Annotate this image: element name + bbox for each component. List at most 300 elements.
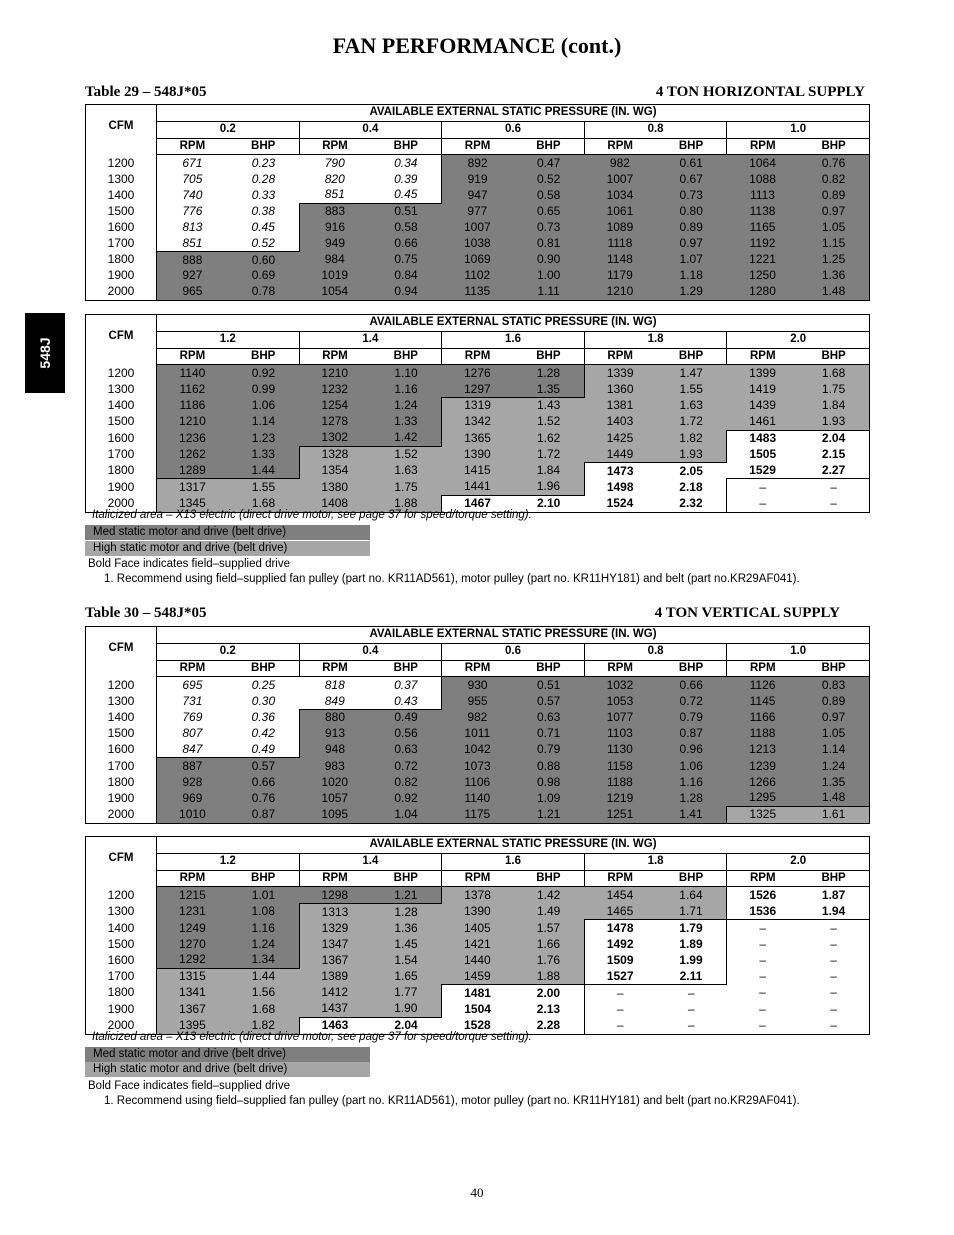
bhp-value: 1.55 [228,479,299,495]
rpm-value: – [759,936,767,951]
rpm-value: – [759,952,767,967]
table-row [86,235,870,251]
bhp-value: – [687,1017,695,1032]
rpm-value: 1010 [157,806,228,823]
rpm-value: 1158 [584,758,655,774]
rpm-value: 851 [182,235,203,250]
bhp-value: 1.63 [656,397,727,413]
cfm-value: 1900 [86,479,157,495]
bhp-value: 1.88 [513,968,584,984]
rpm-value: 1011 [442,726,513,742]
bhp-value: 0.65 [513,203,584,219]
cfm-header: CFM [86,837,157,887]
rpm-value: 818 [324,677,345,692]
rpm-header: RPM [299,348,370,365]
rpm-value: 1405 [442,920,513,936]
rpm-header: RPM [584,660,655,677]
bhp-value: 1.36 [370,920,441,936]
table-row [86,742,870,758]
bhp-header: BHP [370,870,441,887]
rpm-value: 1088 [727,171,798,187]
rpm-value: 1007 [584,171,655,187]
rpm-value: 892 [442,155,513,171]
rpm-value: 883 [299,203,370,219]
bhp-value: 1.28 [656,790,727,806]
bhp-value: 1.82 [228,1017,299,1034]
pressure-header: 0.8 [584,121,727,138]
bhp-value: 1.28 [513,365,584,381]
bhp-value: 0.51 [513,677,584,693]
bhp-value: 1.16 [370,381,441,397]
table-row [86,365,870,381]
rpm-value: – [616,1001,624,1016]
bhp-value: 1.64 [656,887,727,904]
bhp-value: 1.56 [228,985,299,1001]
bhp-value: 1.71 [656,904,727,920]
rpm-value: 1249 [157,920,228,936]
bhp-value: 1.93 [656,446,727,462]
rpm-value: 1213 [727,742,798,758]
rpm-value: 1210 [584,284,655,300]
bhp-value: 1.09 [513,790,584,806]
rpm-value: – [727,920,798,936]
bhp-value: 1.04 [370,806,441,823]
bhp-value: 1.84 [513,463,584,479]
rpm-value: 1166 [727,709,798,725]
fan-table-29-high [85,314,870,513]
footnote: 1. Recommend using field–supplied fan pulley (part no. KR11AD561), motor pulley (part no. KR11HY181) and belt (part no.KR29AF041). [104,1095,800,1107]
rpm-value: 1315 [157,968,228,984]
bhp-header: BHP [513,138,584,155]
bhp-header: BHP [798,870,869,887]
table-row [86,726,870,742]
rpm-value: 847 [182,741,203,756]
bhp-value: – [830,985,837,1000]
rpm-value: 1354 [299,463,370,479]
bhp-value: 1.54 [370,952,441,968]
aesp-header: AVAILABLE EXTERNAL STATIC PRESSURE (IN. WG) [157,627,870,644]
rpm-value: – [584,985,655,1001]
table-row [86,155,870,171]
rpm-value: 1439 [727,397,798,413]
cfm-value: 1900 [86,790,157,806]
rpm-value: 1042 [442,742,513,758]
cfm-value: 1300 [86,171,157,187]
rpm-value: 1319 [442,397,513,413]
bhp-value: 1.42 [370,430,441,446]
table-row [86,397,870,413]
bhp-value: 1.18 [656,268,727,284]
bhp-value: 1.07 [656,252,727,268]
rpm-value: 1020 [299,774,370,790]
bhp-value: 1.94 [821,904,846,919]
rpm-value: 1186 [157,397,228,413]
bhp-value: 2.27 [821,463,846,478]
rpm-value: 851 [324,187,345,202]
bhp-header: BHP [656,870,727,887]
bhp-value: 0.39 [370,171,441,187]
rpm-header: RPM [727,660,798,677]
rpm-value: 1262 [157,446,228,462]
bhp-value: 0.42 [228,726,299,742]
bhp-value: 0.52 [513,171,584,187]
cfm-value: 1600 [86,220,157,236]
bhp-value: 0.49 [370,709,441,725]
bhp-value: 1.61 [798,806,869,823]
bhp-value: 1.65 [370,968,441,984]
bhp-value: 0.72 [656,693,727,709]
bhp-value: – [830,1001,837,1016]
bhp-value: 1.24 [228,936,299,952]
bhp-value: 1.52 [370,446,441,462]
fan-table-29-low [85,104,870,301]
aesp-header: AVAILABLE EXTERNAL STATIC PRESSURE (IN. WG) [157,837,870,854]
pressure-header: 1.4 [299,853,442,870]
bhp-value: 0.51 [370,203,441,219]
rpm-value: 1095 [299,806,370,823]
rpm-value: 1148 [584,252,655,268]
pressure-header: 1.0 [727,121,870,138]
bhp-value: – [798,920,869,936]
rpm-value: 1019 [299,268,370,284]
rpm-value: 1054 [299,284,370,300]
bhp-header: BHP [513,870,584,887]
bhp-value: 0.66 [656,677,727,693]
cfm-value: 1500 [86,936,157,952]
rpm-value: 769 [182,710,203,725]
pressure-header: 0.4 [299,121,442,138]
table-row [86,758,870,774]
bhp-value: 1.21 [513,806,584,823]
cfm-header: CFM [86,627,157,677]
table-row [86,790,870,806]
bhp-value: 2.28 [513,1017,584,1034]
cfm-value: 1500 [86,203,157,219]
rpm-value: 955 [442,693,513,709]
high-static-legend: High static motor and drive (belt drive) [85,1062,370,1077]
rpm-value: 1053 [584,693,655,709]
bhp-value: 1.00 [513,268,584,284]
bhp-header: BHP [228,660,299,677]
bhp-value: 0.66 [370,235,441,251]
bhp-value: – [830,952,837,967]
rpm-value: 1118 [584,235,655,251]
rpm-value: 1345 [157,495,228,512]
rpm-value: 1210 [157,414,228,430]
bhp-header: BHP [228,348,299,365]
rpm-value: 1251 [584,806,655,823]
table-row [86,463,870,479]
rpm-value: 887 [157,758,228,774]
bhp-header: BHP [798,660,869,677]
rpm-value: 949 [299,235,370,251]
rpm-value: 790 [324,155,345,170]
bhp-header: BHP [798,138,869,155]
rpm-value: 1292 [157,952,228,968]
table-29-title: Table 29 – 548J*05 [85,84,207,100]
table-row [86,677,870,693]
bhp-value: 0.38 [228,203,299,219]
rpm-value: 1266 [727,774,798,790]
bhp-value: 2.15 [821,447,846,462]
rpm-value: 1298 [299,887,370,904]
cfm-value: 1600 [86,952,157,968]
rpm-value: 1347 [299,936,370,952]
bhp-value: 0.33 [251,187,276,202]
bhp-value: 0.43 [370,693,441,709]
cfm-value: 1700 [86,446,157,462]
rpm-value: 916 [299,220,370,236]
bhp-value: 0.97 [798,709,869,725]
bhp-header: BHP [656,348,727,365]
bhp-value: 1.15 [798,235,869,251]
rpm-header: RPM [727,348,798,365]
rpm-value: 1390 [442,446,513,462]
fan-table-30-high [85,836,870,1035]
rpm-value: 1367 [157,1001,228,1017]
rpm-value: 1529 [749,463,776,478]
bhp-value: 1.75 [370,479,441,495]
table-row [86,774,870,790]
cfm-value: 1700 [86,968,157,984]
cfm-value: 1500 [86,414,157,430]
bhp-value: 0.90 [513,252,584,268]
bhp-value: 0.96 [656,742,727,758]
bhp-value: 2.13 [513,1001,584,1017]
rpm-value: 1467 [442,495,513,512]
rpm-value: 1106 [442,774,513,790]
bhp-value: 1.14 [798,742,869,758]
rpm-header: RPM [442,348,513,365]
pressure-header: 2.0 [727,331,870,348]
bhp-value: 0.98 [513,774,584,790]
pressure-header: 2.0 [727,853,870,870]
rpm-value: 1073 [442,758,513,774]
rpm-value: 1378 [442,887,513,904]
cfm-value: 2000 [86,284,157,300]
rpm-value: 947 [442,187,513,203]
pressure-header: 1.2 [157,853,300,870]
cfm-value: 2000 [86,1017,157,1034]
rpm-value: 919 [442,171,513,187]
rpm-value: 1165 [727,220,798,236]
table-row [86,806,870,823]
rpm-value: 1250 [727,268,798,284]
bhp-value: 0.36 [228,709,299,725]
bhp-value: 0.45 [370,187,441,203]
bhp-value: – [656,985,727,1001]
bhp-value: 0.49 [228,742,299,758]
bhp-value: 1.99 [656,952,727,968]
bhp-value: 2.00 [513,985,584,1001]
bhp-value: 1.35 [513,381,584,397]
rpm-value: 1425 [584,430,655,446]
bhp-value: 0.63 [513,709,584,725]
cfm-value: 1400 [86,397,157,413]
bhp-value: 0.57 [513,693,584,709]
bhp-value: 1.05 [798,726,869,742]
bhp-value: 0.61 [656,155,727,171]
bhp-value: 1.49 [513,904,584,920]
rpm-value: 1412 [299,985,370,1001]
bhp-value: 0.78 [228,284,299,300]
bhp-value: 0.63 [370,742,441,758]
cfm-value: 1700 [86,758,157,774]
bhp-value: 0.79 [656,709,727,725]
bhp-value: 0.87 [228,806,299,823]
rpm-value: 1034 [584,187,655,203]
rpm-value: 880 [299,709,370,725]
bhp-value: 1.36 [798,268,869,284]
italic-note: Italicized area – X13 electric (direct drive motor, see page 37 for speed/torque setting). [92,1031,532,1043]
rpm-value: 1459 [442,968,513,984]
rpm-value: 1138 [727,203,798,219]
rpm-value: 1339 [584,365,655,381]
table-row [86,709,870,725]
bhp-value: 0.23 [251,155,276,170]
bhp-value: 0.81 [513,235,584,251]
bhp-value: 1.25 [798,252,869,268]
rpm-value: 982 [442,709,513,725]
bhp-value: 1.68 [798,365,869,381]
rpm-value: 1329 [299,920,370,936]
rpm-value: 1302 [299,430,370,446]
rpm-value: 965 [157,284,228,300]
side-tab [25,313,65,393]
rpm-value: 849 [324,693,345,708]
bhp-value: 0.89 [798,187,869,203]
bhp-value: – [687,1001,695,1016]
bhp-value: 1.08 [228,904,299,920]
rpm-value: 1313 [299,904,370,920]
fan-table-30-low [85,626,870,824]
rpm-value: 1276 [442,365,513,381]
bhp-value: 0.56 [370,726,441,742]
bhp-value: 1.44 [228,463,299,479]
rpm-header: RPM [584,138,655,155]
bhp-header: BHP [228,870,299,887]
cfm-value: 1800 [86,985,157,1001]
pressure-header: 0.6 [442,121,585,138]
rpm-value: 1527 [606,968,634,983]
bhp-value: – [830,969,837,984]
rpm-value: 1007 [442,220,513,236]
rpm-value: 1341 [157,985,228,1001]
aesp-header: AVAILABLE EXTERNAL STATIC PRESSURE (IN. WG) [157,105,870,122]
bhp-value: 0.92 [228,365,299,381]
bhp-value: 0.73 [513,220,584,236]
bhp-value: 1.68 [228,495,299,512]
bhp-value: 1.89 [656,936,727,952]
bhp-value: 0.88 [513,758,584,774]
rpm-value: 1528 [463,1017,491,1032]
bhp-value: 0.75 [370,252,441,268]
pressure-header: 0.2 [157,121,300,138]
bhp-value: 0.66 [228,774,299,790]
bhp-value: 0.89 [656,220,727,236]
bhp-header: BHP [656,660,727,677]
bhp-value: 0.79 [513,742,584,758]
bhp-value: 0.83 [798,677,869,693]
rpm-value: 928 [157,774,228,790]
cfm-header: CFM [86,315,157,365]
cfm-value: 1400 [86,709,157,725]
bhp-value: 0.80 [656,203,727,219]
rpm-value: 1465 [584,904,655,920]
bhp-value: 0.47 [513,155,584,171]
rpm-value: 1481 [442,985,513,1001]
bhp-value: 1.21 [370,887,441,904]
bold-face-note: Bold Face indicates field–supplied drive [88,1080,291,1092]
rpm-value: 1440 [442,952,513,968]
rpm-value: 813 [182,219,203,234]
bhp-header: BHP [228,138,299,155]
rpm-value: 1236 [157,430,228,446]
bhp-value: 0.34 [370,155,441,171]
rpm-value: 1064 [727,155,798,171]
bhp-value: 1.16 [228,920,299,936]
rpm-header: RPM [157,138,228,155]
rpm-value: 1317 [157,479,228,495]
rpm-value: 983 [299,758,370,774]
bhp-value: 0.76 [798,155,869,171]
rpm-value: 1461 [727,414,798,430]
rpm-value: 913 [299,726,370,742]
pressure-header: 1.4 [299,331,442,348]
bhp-value: 2.18 [656,479,727,495]
rpm-value: 1103 [584,726,655,742]
rpm-header: RPM [442,138,513,155]
table-row [86,171,870,187]
rpm-value: 1381 [584,397,655,413]
bhp-value: 1.66 [513,936,584,952]
table-row [86,414,870,430]
cfm-value: 1200 [86,677,157,693]
cfm-value: 1400 [86,187,157,203]
rpm-value: 984 [299,252,370,268]
rpm-value: 1421 [442,936,513,952]
bhp-value: 0.67 [656,171,727,187]
bhp-value: 1.29 [656,284,727,300]
bhp-value: 1.44 [228,968,299,984]
bhp-value: 1.42 [513,887,584,904]
bhp-value: 0.92 [370,790,441,806]
table-row [86,887,870,904]
bhp-value: 0.72 [370,758,441,774]
bhp-value: 2.04 [798,430,869,446]
bhp-value: 1.62 [513,430,584,446]
bhp-value: 1.77 [370,985,441,1001]
bhp-value: 2.32 [656,495,727,512]
bhp-value: 0.97 [656,235,727,251]
bold-face-note: Bold Face indicates field–supplied drive [88,558,291,570]
rpm-value: 1367 [299,952,370,968]
bhp-value: 1.14 [228,414,299,430]
rpm-value: 1473 [584,463,655,479]
rpm-value: 1483 [727,430,798,446]
rpm-value: 977 [442,203,513,219]
rpm-value: – [616,1017,624,1032]
pressure-header: 1.2 [157,331,300,348]
pressure-header: 0.2 [157,643,300,660]
bhp-value: 2.11 [656,968,727,984]
bhp-value: 1.10 [370,365,441,381]
cfm-value: 1800 [86,463,157,479]
rpm-value: 1328 [299,446,370,462]
rpm-value: 1061 [584,203,655,219]
rpm-value: – [759,1001,766,1016]
bhp-value: 1.96 [513,479,584,495]
